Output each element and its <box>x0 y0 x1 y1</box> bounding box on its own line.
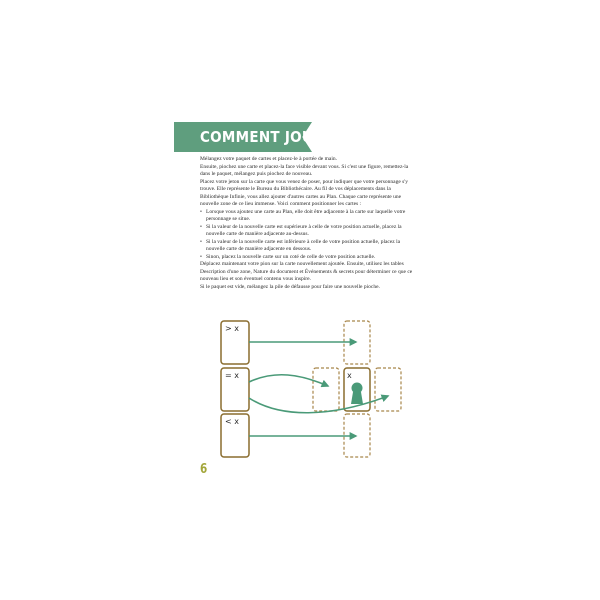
card-less-label: < x <box>225 417 239 426</box>
paragraph: Si le paquet est vide, mélangez la pile de défausse pour faire une nouvelle pioche. <box>200 283 380 290</box>
card-greater-label: > x <box>225 324 239 333</box>
page-title: COMMENT JOUER ? <box>200 128 347 146</box>
list-item: • Si la valeur de la nouvelle carte est supérieure à celle de votre position actuelle, placez la nouvelle carte de manière adjacente au-dessus. <box>200 224 418 239</box>
current-card-label: x <box>347 371 352 380</box>
player-token-icon <box>351 383 363 405</box>
paragraph: Placez votre jeton sur la carte que vous venez de poser, pour indiquer que votre personnage s'y trouve. Elle représente le Bureau du Bibliothécaire. Au fil de vos déplacements dans la Bibliothèque Infinie, vous allez ajouter d'autres cartes au Plan. Chaque carte représente une nouvelle zone de ce lieu immense. Voici comment positionner les cartes : <box>200 178 409 207</box>
page-number: 6 <box>200 462 208 477</box>
card-equal-label: = x <box>225 371 239 380</box>
list-item: • Lorsque vous ajoutez une carte au Plan, elle doit être adjacente à la carte sur laquelle votre personnage se situe. <box>200 209 418 224</box>
slot-left <box>313 368 339 411</box>
list-item: • Si la valeur de la nouvelle carte est inférieure à celle de votre position actuelle, placez la nouvelle carte de manière adjacente en dessous. <box>200 239 418 254</box>
paragraph: Mélangez votre paquet de cartes et placez-le à portée de main. <box>200 156 337 162</box>
paragraph: Ensuite, piochez une carte et placez-la face visible devant vous. Si c'est une figure, remettez-la dans le paquet, mélangez puis piochez de nouveau. <box>200 163 409 177</box>
arrow-left <box>249 375 328 386</box>
list-item: • Sinon, placez la nouvelle carte sur un coté de celle de votre position actuelle. <box>200 254 418 262</box>
paragraph: Déplacez maintenant votre pion sur la carte nouvellement ajoutée. Ensuite, utilisez les tables Description d'une zone, Nature du document et Événements & secrets pour déterminer ce que ce nouveau lieu et son éventuel contenu vous inspire. <box>200 261 413 282</box>
slot-right <box>375 368 401 411</box>
